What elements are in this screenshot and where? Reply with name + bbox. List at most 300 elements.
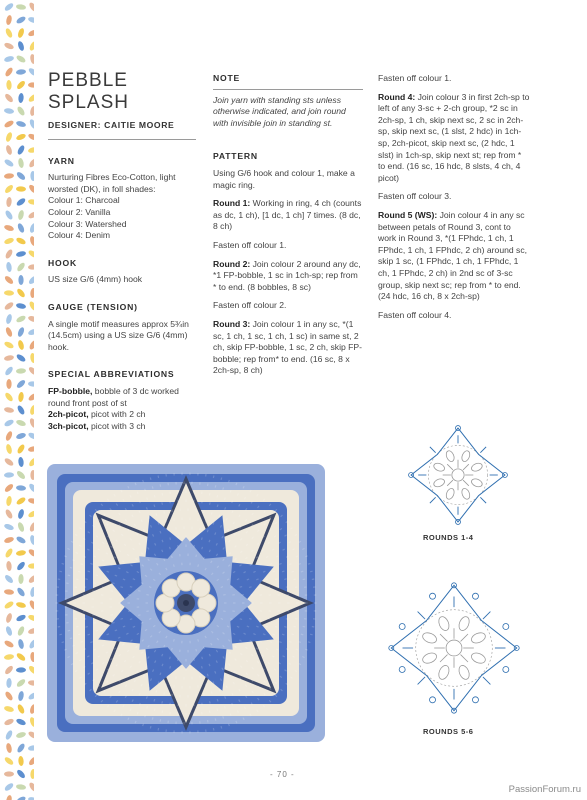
petal-shape	[15, 314, 26, 323]
motif-center-hole	[183, 600, 189, 606]
stitch-texture	[162, 710, 163, 712]
stitch-texture	[160, 719, 161, 721]
stitch-texture	[305, 649, 307, 650]
petal-shape	[16, 186, 26, 192]
petal-shape	[16, 470, 27, 481]
stitch-texture	[160, 673, 161, 675]
petal-shape	[5, 313, 13, 324]
petal-shape	[16, 368, 26, 374]
gauge-text: A single motif measures approx 5¾in (14.5cm) using a US size G/6 (4mm) hook.	[48, 318, 189, 352]
petal-shape	[17, 210, 24, 221]
stitch-texture	[198, 639, 199, 641]
stitch-texture	[166, 520, 167, 522]
petal-shape	[4, 248, 14, 259]
stitch-texture	[308, 563, 310, 564]
diagram-stitch	[483, 612, 490, 619]
stitch-texture	[211, 691, 212, 693]
stitch-texture	[158, 728, 159, 730]
stitch-texture	[219, 689, 220, 691]
petal-shape	[3, 782, 14, 792]
petal-shape	[4, 665, 15, 676]
petal-shape	[4, 654, 15, 661]
petal-shape	[5, 612, 13, 623]
petal-shape	[27, 796, 34, 800]
stitch-texture	[85, 627, 87, 628]
stitch-texture	[223, 611, 225, 612]
stitch-texture	[143, 724, 144, 726]
stitch-texture	[221, 726, 222, 728]
diagram-stitch	[440, 655, 447, 662]
round-text: Join colour 2 around any dc, *1 FP-bobble, 1 sc in 1ch-sp; rep from * to end. (8 bobbles, 8 sc)	[213, 258, 361, 292]
petal-shape	[3, 523, 14, 531]
round-text: Join colour 3 in first 2ch-sp to left of any 3-sc + 2-ch group, *2 sc in 2ch-sp, 1 ch, skip next sc, 2 sc in 2ch-sp, skip next sc, (1 slst, 2 hdc) in 1ch-sp, 2ch-picot, skip next sc, (2 hdc, 1 slst) in 1ch-sp, skip next st; rep from * to end. (16 sc, 16 hdc, 8 slsts, 4 ch, 4 picot)	[378, 91, 530, 183]
petal-shape	[15, 197, 26, 207]
stitch-texture	[217, 699, 218, 701]
petal-shape	[18, 158, 25, 169]
petal-shape	[18, 756, 24, 766]
petal-shape	[15, 236, 26, 245]
petal-shape	[4, 290, 14, 296]
stitch-texture	[310, 571, 312, 572]
stitch-texture	[207, 530, 208, 532]
petal-shape	[16, 625, 25, 636]
diagram-bobble	[445, 487, 456, 500]
stitch-texture	[123, 626, 125, 627]
petal-shape	[4, 406, 15, 413]
stitch-texture	[130, 587, 132, 588]
stitch-texture	[158, 522, 159, 524]
petal-shape	[3, 536, 14, 544]
round-label: Round 5 (WS):	[378, 209, 438, 220]
stitch-texture	[293, 626, 295, 627]
petal-shape	[28, 665, 34, 676]
stitch-texture	[64, 649, 66, 650]
stitch-diagram-rounds-1-4	[398, 420, 518, 530]
petal-shape	[4, 184, 15, 195]
petal-shape	[16, 742, 26, 753]
petal-shape	[4, 93, 15, 104]
petal-shape	[27, 548, 34, 558]
petal-shape	[28, 599, 34, 610]
petal-shape	[29, 106, 34, 117]
petal-shape	[5, 15, 12, 26]
stitch-texture	[72, 560, 74, 561]
petal-shape	[27, 315, 34, 323]
diagram-bobble	[470, 631, 487, 645]
petal-shape	[27, 509, 34, 518]
petal-shape	[27, 16, 34, 24]
diagram-bobble	[421, 631, 438, 645]
petal-shape	[28, 574, 34, 584]
stitch-texture	[308, 642, 310, 643]
stitch-texture	[170, 537, 171, 539]
stitch-texture	[217, 709, 218, 711]
stitch-texture	[162, 540, 163, 542]
stitch-texture	[224, 498, 225, 500]
petal-shape	[16, 261, 26, 272]
diagram-picot	[399, 666, 405, 672]
stitch-texture	[59, 571, 61, 572]
round-text: Join colour 4 in any sc between petals of Round 3, cont to work in Round 3, *(1 FPhdc, 1 ch, 1 FPhdc, 1 ch, 1 FPhdc, 2 ch) around sc, skip 1 sc, (1 FPhdc, 1 ch, 1 FPhdc, 1 ch, 1 FPhdc, 2 ch) in 2nd sc of 3-sc group, skip next sc; rep from * to end. (24 hdc, 16 ch, 8 x 2ch-sp)	[378, 209, 528, 302]
stitch-texture	[209, 493, 210, 495]
petal-shape	[5, 131, 13, 142]
note-divider	[213, 89, 363, 90]
stitch-texture	[173, 564, 174, 566]
stitch-texture	[284, 579, 286, 580]
petal-shape	[4, 472, 14, 478]
stitch-texture	[173, 639, 174, 641]
petal-shape	[27, 392, 34, 402]
stitch-texture	[292, 571, 294, 572]
stitch-texture	[112, 622, 114, 623]
diagram-caption: ROUNDS 1-4	[423, 533, 474, 542]
petal-shape	[17, 27, 25, 38]
stitch-texture	[152, 717, 153, 719]
stitch-texture	[72, 645, 74, 646]
column-middle	[213, 73, 363, 384]
stitch-texture	[213, 681, 214, 683]
stitch-texture	[170, 657, 171, 659]
petal-shape	[17, 339, 25, 350]
stitch-texture	[96, 630, 98, 631]
petal-shape	[28, 184, 34, 195]
petal-shape	[3, 119, 14, 129]
petal-shape	[17, 521, 26, 532]
stitch-texture	[85, 579, 87, 580]
petal-shape	[28, 482, 34, 493]
round-text: Join colour 1 in any sc, *(1 sc, 1 ch, 1 sc, 1 ch, 1 sc) in same st, 2 ch, skip FP-bobble, 1 sc, 2 ch, skip FP-bobble; rep from* to end. (16 sc, 8 x 2ch-sp, 8 ch)	[213, 318, 363, 376]
column-left	[48, 70, 196, 439]
stitch-texture	[146, 611, 148, 612]
petal-shape	[16, 4, 27, 11]
stitch-texture	[78, 571, 80, 572]
stitch-texture	[223, 595, 225, 596]
stitch-texture	[115, 575, 117, 576]
petal-shape	[28, 445, 34, 452]
stitch-texture	[162, 664, 163, 666]
stitch-texture	[258, 587, 260, 588]
petal-shape	[6, 379, 11, 389]
diagram-bobble	[470, 462, 483, 473]
decorative-border	[0, 0, 34, 800]
petal-shape	[27, 431, 34, 440]
petal-shape	[16, 69, 27, 75]
diagram-bobble	[470, 651, 487, 665]
round-3	[213, 319, 363, 377]
round-2	[213, 259, 363, 294]
stitch-texture	[70, 638, 72, 639]
stitch-texture	[59, 634, 61, 635]
petal-shape	[29, 417, 34, 428]
diagram-stitch	[430, 447, 436, 453]
petal-shape	[3, 2, 14, 12]
petal-shape	[4, 547, 14, 558]
note-text: Join yarn with standing sts unless otherwise indicated, and join round with invisible join in standing st.	[213, 94, 346, 128]
petal-shape	[28, 275, 34, 286]
petal-shape	[15, 432, 26, 440]
diagram-magic-ring	[446, 640, 462, 656]
petal-shape	[27, 730, 34, 740]
petal-shape	[6, 262, 13, 273]
stitch-texture	[221, 477, 222, 479]
stitch-texture	[154, 505, 155, 507]
stitch-texture	[156, 513, 157, 515]
abbr-def: picot with 2 ch	[88, 409, 146, 420]
pattern-heading: PATTERN	[213, 151, 258, 162]
stitch-texture	[162, 502, 163, 504]
stitch-texture	[209, 710, 210, 712]
round-label: Round 3:	[213, 318, 251, 329]
petal-shape	[28, 157, 34, 168]
stitch-texture	[240, 619, 242, 620]
stitch-texture	[206, 684, 207, 686]
stitch-texture	[138, 591, 140, 592]
petal-shape	[16, 105, 26, 116]
petal-shape	[27, 249, 34, 259]
stitch-texture	[112, 583, 114, 584]
pattern-intro: Using G/6 hook and colour 1, make a magic ring.	[213, 167, 355, 190]
petal-shape	[30, 587, 34, 598]
stitch-texture	[158, 681, 159, 683]
stitch-texture	[160, 531, 161, 533]
stitch-texture	[104, 579, 106, 580]
petal-shape	[16, 784, 27, 791]
petal-shape	[27, 93, 34, 103]
petal-shape	[15, 678, 26, 688]
petal-shape	[3, 301, 14, 311]
stitch-texture	[209, 540, 210, 542]
stitch-texture	[215, 718, 216, 720]
petal-shape	[30, 652, 34, 662]
stitch-texture	[154, 495, 155, 497]
petal-shape	[16, 601, 27, 608]
petal-shape	[5, 795, 12, 800]
stitch-texture	[301, 634, 303, 635]
stitch-texture	[299, 642, 301, 643]
stitch-texture	[146, 595, 148, 596]
petal-shape	[16, 485, 26, 491]
stitch-texture	[210, 701, 211, 703]
petal-shape	[27, 67, 34, 77]
stitch-texture	[115, 630, 117, 631]
stitch-texture	[217, 495, 218, 497]
petal-shape	[6, 80, 12, 90]
diagram-stitch	[447, 480, 453, 486]
diagram-picot	[472, 593, 478, 599]
petal-shape	[16, 171, 27, 181]
stitch-texture	[210, 502, 211, 504]
fasten-off: Fasten off colour 2.	[213, 300, 287, 311]
petal-shape	[15, 718, 26, 727]
petal-shape	[27, 691, 34, 701]
petal-shape	[3, 55, 14, 63]
stitch-texture	[147, 706, 148, 708]
diagram-bobble	[445, 450, 456, 463]
diagram-stitch	[483, 677, 490, 684]
stitch-texture	[154, 709, 155, 711]
petal-shape	[4, 771, 14, 776]
diagram-stitch	[430, 497, 436, 503]
stitch-texture	[145, 715, 146, 717]
stitch-texture	[164, 692, 165, 694]
stitch-texture	[223, 716, 224, 718]
petal-shape	[15, 133, 26, 142]
petal-shape	[15, 731, 26, 739]
stitch-texture	[143, 480, 144, 482]
stitch-texture	[158, 476, 159, 478]
stitch-texture	[202, 666, 203, 668]
stitch-texture	[249, 587, 251, 588]
stitch-texture	[88, 571, 90, 572]
motif-bobble	[192, 579, 210, 597]
petal-shape	[29, 222, 34, 233]
petal-shape	[3, 705, 14, 713]
petal-shape	[28, 638, 34, 649]
hook-text: US size G/6 (4mm) hook	[48, 274, 143, 285]
petal-shape	[28, 497, 34, 504]
petal-shape	[29, 716, 34, 727]
petal-shape	[28, 381, 34, 387]
petal-shape	[16, 144, 25, 155]
stitch-texture	[68, 630, 70, 631]
diagram-bobble	[470, 477, 483, 488]
petal-shape	[29, 54, 34, 65]
stitch-texture	[299, 564, 301, 565]
petal-shape	[30, 171, 34, 181]
stitch-texture	[120, 587, 122, 588]
diagram-bobble	[421, 651, 438, 665]
diagram-stitch	[440, 634, 447, 641]
stitch-texture	[273, 571, 275, 572]
diagram-magic-ring	[452, 469, 464, 481]
petal-shape	[4, 27, 13, 38]
stitch-texture	[292, 634, 294, 635]
petal-shape	[17, 222, 26, 233]
stitch-texture	[275, 579, 277, 580]
petal-shape	[5, 625, 13, 636]
stitch-texture	[96, 575, 98, 576]
stitch-texture	[213, 728, 214, 730]
stitch-texture	[209, 664, 210, 666]
gauge-heading: GAUGE (TENSION)	[48, 301, 138, 312]
stitch-texture	[156, 690, 157, 692]
stitch-texture	[289, 564, 291, 565]
stitch-texture	[162, 493, 163, 495]
diagram-picot	[430, 697, 436, 703]
petal-shape	[4, 275, 15, 286]
petal-shape	[27, 133, 34, 142]
diagram-stitch	[463, 464, 469, 470]
petal-shape	[5, 326, 14, 337]
hook-heading: HOOK	[48, 257, 77, 268]
petal-shape	[4, 391, 14, 402]
petal-shape	[18, 93, 24, 103]
stitch-texture	[138, 615, 140, 616]
stitch-texture	[76, 579, 78, 580]
petal-shape	[29, 521, 34, 532]
petal-shape	[4, 508, 14, 519]
diagram-picot	[399, 624, 405, 630]
abbreviations-list	[48, 386, 196, 432]
round-label: Round 4:	[378, 91, 416, 102]
petal-shape	[3, 756, 14, 766]
petal-shape	[3, 340, 14, 349]
petal-shape	[28, 781, 34, 792]
abbr-term: 2ch-picot,	[48, 409, 89, 420]
stitch-texture	[170, 666, 171, 668]
colour-4: Colour 4: Denim	[48, 230, 111, 241]
stitch-texture	[172, 556, 173, 558]
petal-shape	[3, 418, 14, 427]
petal-shape	[28, 366, 34, 377]
petal-shape	[5, 743, 12, 754]
stitch-texture	[256, 626, 258, 627]
stitch-texture	[168, 675, 169, 677]
column-right	[378, 73, 530, 328]
stitch-texture	[120, 619, 122, 620]
petal-shape	[6, 197, 12, 207]
petal-shape	[3, 639, 14, 649]
stitch-texture	[215, 485, 216, 487]
petal-shape	[28, 456, 34, 467]
petal-shape	[15, 614, 26, 623]
stitch-texture	[240, 587, 242, 588]
petal-shape	[4, 354, 15, 361]
abbr-term: FP-bobble,	[48, 385, 93, 396]
petal-shape	[15, 15, 26, 25]
stitch-texture	[223, 487, 224, 489]
stitch-texture	[229, 724, 230, 726]
yarn-heading: YARN	[48, 155, 75, 166]
petal-shape	[29, 703, 34, 714]
stitch-texture	[81, 641, 83, 642]
stitch-texture	[213, 476, 214, 478]
petal-shape	[3, 457, 14, 467]
round-1	[213, 198, 363, 233]
petal-shape	[16, 561, 26, 572]
stitch-texture	[211, 512, 212, 514]
petal-shape	[15, 54, 26, 64]
stitch-diagram-rounds-5-6	[384, 578, 524, 718]
stitch-texture	[168, 529, 169, 531]
stitch-texture	[170, 547, 171, 549]
diagram-bobble	[433, 477, 446, 488]
petal-shape	[16, 250, 27, 257]
stitch-texture	[247, 626, 249, 627]
petal-shape	[4, 690, 14, 701]
petal-shape	[3, 600, 14, 610]
stitch-texture	[196, 555, 197, 557]
petal-shape	[28, 1, 34, 12]
petal-shape	[15, 120, 26, 128]
petal-shape	[6, 561, 12, 571]
petal-shape	[27, 328, 34, 336]
stitch-texture	[213, 522, 214, 524]
stitch-texture	[104, 626, 106, 627]
petal-shape	[27, 210, 34, 219]
round-label: Round 1:	[213, 198, 251, 209]
stitch-texture	[230, 619, 232, 620]
round-5	[378, 210, 530, 303]
petal-shape	[30, 769, 34, 779]
stitch-texture	[247, 579, 249, 580]
petal-shape	[4, 173, 14, 179]
yarn-text: Nurturing Fibres Eco-Cotton, light worsted (DK), in foll shades:	[48, 172, 176, 194]
petal-shape	[3, 224, 14, 232]
stitch-texture	[206, 520, 207, 522]
petal-shape	[18, 275, 23, 285]
petal-shape	[28, 339, 34, 350]
